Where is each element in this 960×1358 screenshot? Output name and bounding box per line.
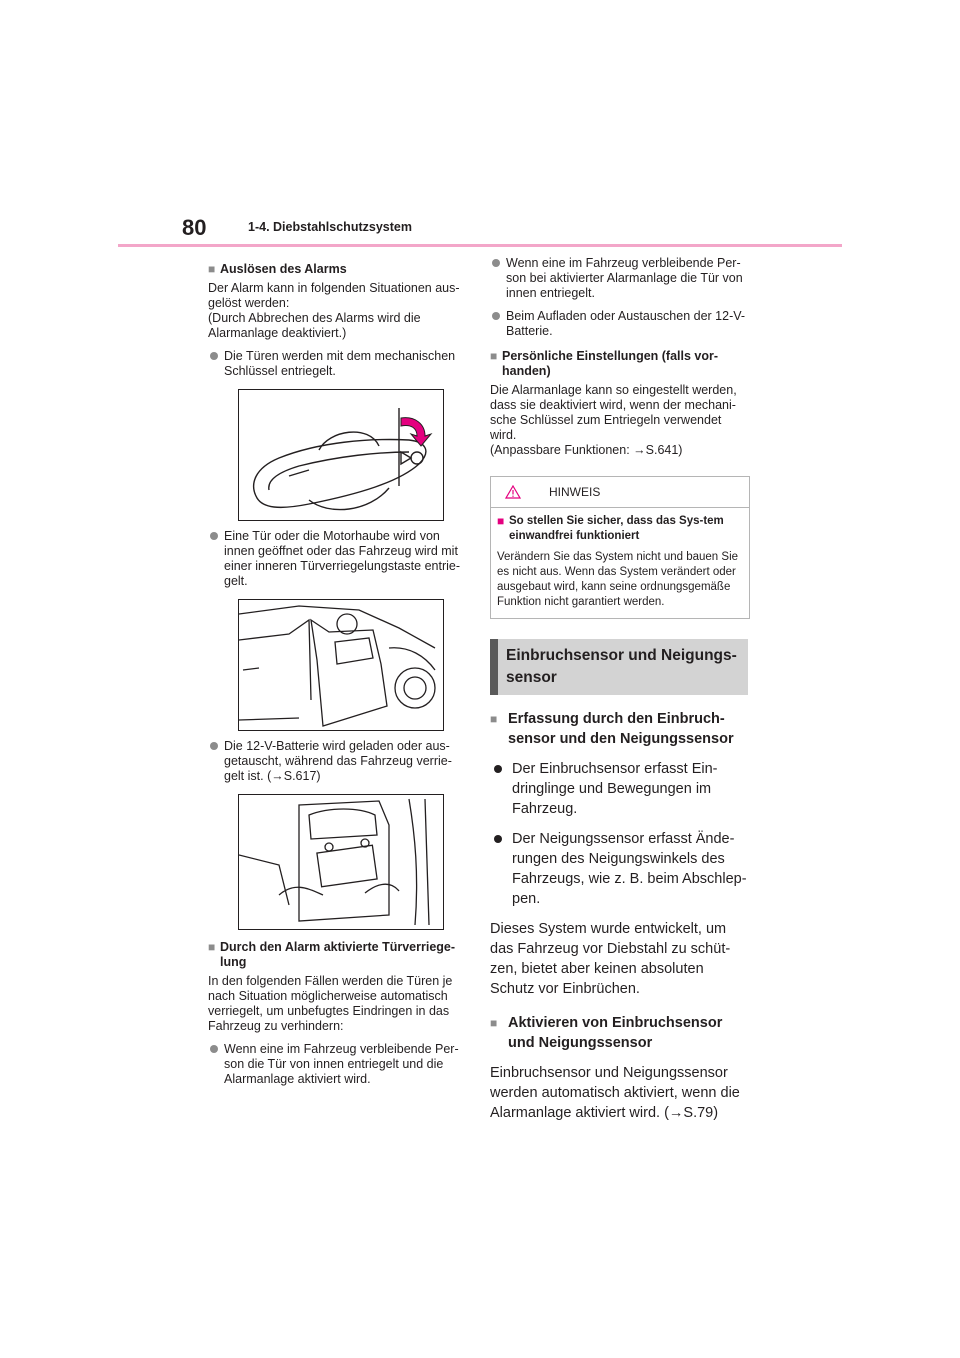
square-bullet-icon: ■ (497, 514, 505, 528)
bullet-dot-icon (492, 259, 500, 267)
left-column (208, 256, 466, 1087)
paragraph: (Durch Abbrechen des Alarms wird die Alarmanlage deaktiviert.) (208, 311, 421, 340)
list-item: Beim Aufladen oder Austauschen der 12-V-Batterie. (490, 309, 750, 339)
paragraph: Dieses System wurde entwickelt, um das Fahrzeug vor Diebstahl zu schüt-zen, bietet aber keinen absoluten Schutz vor Einbrüchen. (490, 921, 731, 997)
bullet-dot-icon (210, 352, 218, 360)
bullet-dot-icon (492, 312, 500, 320)
subheading-door-lock: ■ Durch den Alarm aktivierte Türverriege-lung (208, 940, 456, 969)
square-bullet-icon: ■ (490, 1016, 498, 1030)
warning-triangle-icon (505, 485, 521, 499)
bullet-dot-icon (494, 765, 502, 773)
list-item: Der Einbruchsensor erfasst Ein-dringlinge und Bewegungen im Fahrzeug. (490, 759, 750, 819)
subheading-activation: ■ Aktivieren von Einbruchsensor und Neigungssensor (490, 1015, 723, 1051)
page-number: 80 (182, 215, 207, 240)
paragraph: (Anpassbare Funktionen: →S.641) (490, 443, 683, 457)
notice-text: Verändern Sie das System nicht und bauen Sie es nicht aus. Wenn das System verändert oder ausgebaut wird, kann seine ordnungsgemäße Funktion nicht garantiert werden. (497, 551, 739, 608)
notice-title: ■ So stellen Sie sicher, dass das Sys-tem einwandfrei funktioniert (497, 514, 724, 542)
list-item: Eine Tür oder die Motorhaube wird von innen geöffnet oder das Fahrzeug wird mit einer inneren Türverriegelungstaste entrie-gelt. (208, 529, 466, 589)
bullet-dot-icon (210, 1045, 218, 1053)
bullet-dot-icon (210, 742, 218, 750)
paragraph: Die Alarmanlage kann so eingestellt werden, dass sie deaktiviert wird, wenn der mechani-sche Schlüssel zum Entriegeln verwendet wird. (490, 383, 737, 442)
list-item: Wenn eine im Fahrzeug verbleibende Per-son die Tür von innen entriegelt und die Alarmanlage aktiviert wird. (208, 1042, 466, 1087)
bullet-dot-icon (210, 532, 218, 540)
paragraph: In den folgenden Fällen werden die Türen je nach Situation möglicherweise automatisch verriegelt, um unbefugtes Eindringen in das Fahrzeug zu verhindern: (208, 974, 453, 1033)
door-handle-key-illustration (238, 389, 444, 521)
header-rule (118, 244, 842, 247)
section-title: 1-4. Diebstahlschutzsystem (248, 220, 412, 234)
right-column (490, 256, 750, 1123)
list-item: Die Türen werden mit dem mechanischen Schlüssel entriegelt. (208, 349, 466, 379)
square-bullet-icon: ■ (490, 349, 498, 363)
square-bullet-icon: ■ (208, 940, 216, 954)
notice-header (491, 477, 749, 508)
list-item: Die 12-V-Batterie wird geladen oder aus-getauscht, während das Fahrzeug verrie-gelt ist. (→S.617) (208, 739, 466, 784)
square-bullet-icon: ■ (208, 262, 216, 276)
subheading-settings: ■ Persönliche Einstellungen (falls vor-handen) (490, 349, 719, 378)
list-item: Der Neigungssensor erfasst Ände-rungen des Neigungswinkels des Fahrzeugs, wie z. B. beim Abschlep-pen. (490, 829, 750, 909)
notice-box (490, 476, 750, 619)
subheading-alarm: ■ Auslösen des Alarms (208, 262, 347, 276)
subheading-detection: ■ Erfassung durch den Einbruch-sensor und den Neigungssensor (490, 711, 734, 747)
paragraph: Einbruchsensor und Neigungssensor werden automatisch aktiviert, wenn die Alarmanlage aktiviert wird. (→S.79) (490, 1065, 740, 1121)
sensor-section (490, 709, 750, 1123)
battery-illustration (238, 794, 444, 930)
list-item: Wenn eine im Fahrzeug verbleibende Per-son bei aktivierter Alarmanlage die Tür von innen entriegelt. (490, 256, 750, 301)
open-door-illustration (238, 599, 444, 731)
paragraph: Der Alarm kann in folgenden Situationen aus-gelöst werden: (208, 281, 460, 310)
bullet-dot-icon (494, 835, 502, 843)
square-bullet-icon: ■ (490, 712, 498, 726)
section-heading: Einbruchsensor und Neigungs-sensor (490, 639, 748, 695)
notice-label: HINWEIS (549, 484, 601, 499)
